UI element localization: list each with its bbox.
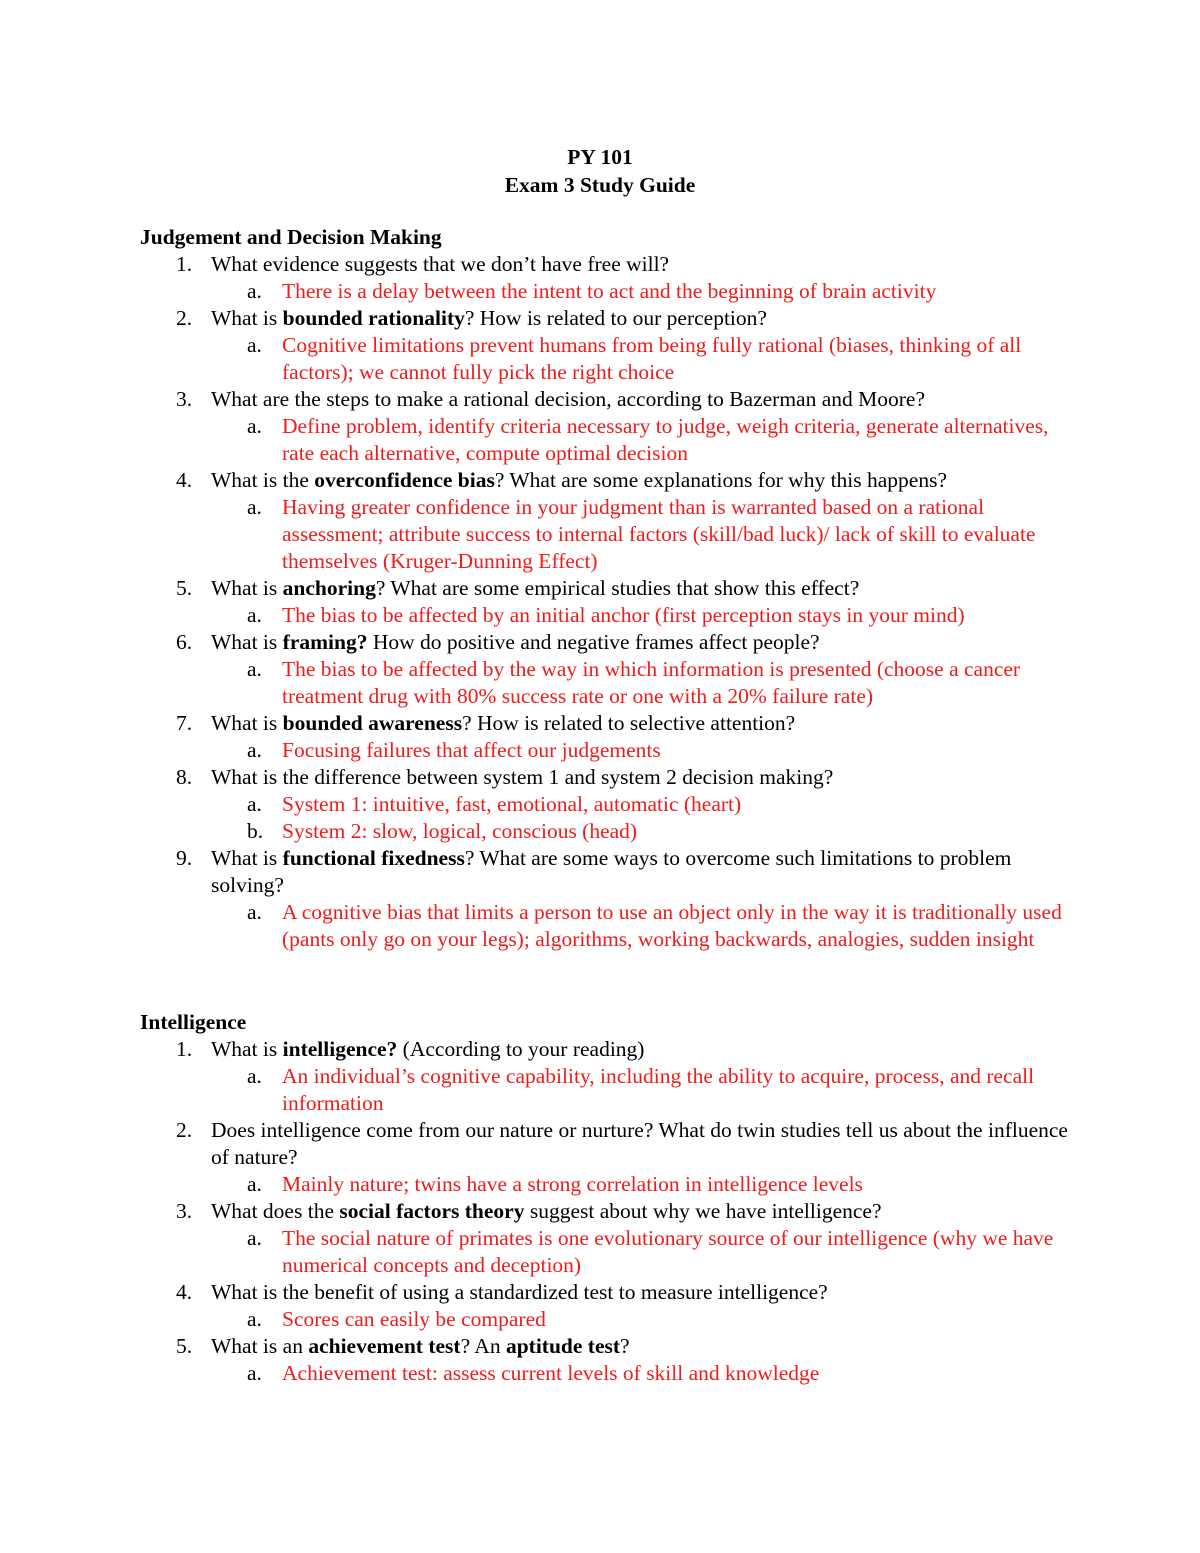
question-item bbox=[140, 629, 1070, 656]
question-key-term: achievement test bbox=[308, 1334, 461, 1358]
question-item bbox=[140, 764, 1070, 791]
question-number: 7. bbox=[176, 711, 193, 735]
answer-letter: a. bbox=[247, 414, 262, 438]
answer-letter: a. bbox=[247, 1307, 262, 1331]
question-key-term: anchoring bbox=[282, 576, 376, 600]
answer-text: System 1: intuitive, fast, emotional, automatic (heart) bbox=[282, 792, 742, 816]
question-text: ? What are some explanations for why this happens? bbox=[494, 468, 948, 492]
answer-text: Achievement test: assess current levels of skill and knowledge bbox=[282, 1361, 820, 1385]
document-title: Exam 3 Study Guide bbox=[504, 173, 696, 197]
answer-item bbox=[140, 737, 1070, 764]
answer-text: Having greater confidence in your judgment than is warranted based on a rational assessment; attribute success to internal factors (skill/bad luck)/ lack of skill to evaluate themselves (Kruger-Dunning Effect) bbox=[282, 495, 1036, 573]
question-text: What are the steps to make a rational decision, according to Bazerman and Moore? bbox=[211, 387, 925, 411]
question-key-term: overconfidence bias bbox=[314, 468, 495, 492]
question-text: ? bbox=[620, 1334, 630, 1358]
question-item bbox=[140, 305, 1070, 332]
answer-item bbox=[140, 1171, 1070, 1198]
question-list bbox=[140, 251, 1070, 953]
answer-text: Define problem, identify criteria necessary to judge, weigh criteria, generate alternatives, rate each alternative, compute optimal decision bbox=[282, 414, 1049, 465]
answer-item bbox=[140, 494, 1070, 575]
answer-letter: b. bbox=[247, 819, 264, 843]
question-text: ? What are some ways to overcome such limitations to problem solving? bbox=[211, 846, 1012, 897]
question-text: How do positive and negative frames affect people? bbox=[367, 630, 820, 654]
section-heading: Judgement and Decision Making bbox=[140, 225, 442, 249]
question-number: 1. bbox=[176, 252, 193, 276]
answer-item bbox=[140, 818, 1070, 845]
question-text: What is the difference between system 1 and system 2 decision making? bbox=[211, 765, 834, 789]
question-number: 5. bbox=[176, 576, 193, 600]
answer-item bbox=[140, 656, 1070, 710]
question-number: 2. bbox=[176, 306, 193, 330]
question-text: What is the benefit of using a standardized test to measure intelligence? bbox=[211, 1280, 828, 1304]
question-text: What is an bbox=[211, 1334, 309, 1358]
question-item bbox=[140, 251, 1070, 278]
answer-item bbox=[140, 278, 1070, 305]
answer-letter: a. bbox=[247, 657, 262, 681]
answer-item bbox=[140, 899, 1070, 953]
answer-text: Cognitive limitations prevent humans from being fully rational (biases, thinking of all factors); we cannot fully pick the right choice bbox=[282, 333, 1022, 384]
question-number: 4. bbox=[176, 1280, 193, 1304]
question-text: What is bbox=[211, 846, 283, 870]
question-text: What does the bbox=[211, 1199, 340, 1223]
question-text: (According to your reading) bbox=[397, 1037, 645, 1061]
question-item bbox=[140, 1279, 1070, 1306]
answer-text: The social nature of primates is one evolutionary source of our intelligence (why we have numerical concepts and deception) bbox=[282, 1226, 1054, 1277]
question-item bbox=[140, 1198, 1070, 1225]
question-number: 2. bbox=[176, 1118, 193, 1142]
answer-letter: a. bbox=[247, 333, 262, 357]
answer-text: The bias to be affected by an initial anchor (first perception stays in your mind) bbox=[282, 603, 965, 627]
answer-item bbox=[140, 1306, 1070, 1333]
answer-item bbox=[140, 332, 1070, 386]
answer-text: Mainly nature; twins have a strong correlation in intelligence levels bbox=[282, 1172, 863, 1196]
answer-text: Focusing failures that affect our judgements bbox=[282, 738, 661, 762]
question-text: What is bbox=[211, 1037, 283, 1061]
course-code: PY 101 bbox=[567, 145, 633, 169]
question-text: What is bbox=[211, 576, 283, 600]
question-key-term: bounded awareness bbox=[282, 711, 463, 735]
question-text: What is bbox=[211, 711, 283, 735]
question-key-term: social factors theory bbox=[339, 1199, 525, 1223]
question-item bbox=[140, 710, 1070, 737]
answer-text: There is a delay between the intent to act and the beginning of brain activity bbox=[282, 279, 937, 303]
question-key-term: bounded rationality bbox=[282, 306, 465, 330]
answer-text: A cognitive bias that limits a person to use an object only in the way it is traditionally used (pants only go on your legs); algorithms, working backwards, analogies, sudden insight bbox=[282, 900, 1062, 951]
answer-letter: a. bbox=[247, 1064, 262, 1088]
question-text: ? What are some empirical studies that show this effect? bbox=[375, 576, 860, 600]
answer-letter: a. bbox=[247, 495, 262, 519]
answer-item bbox=[140, 1225, 1070, 1279]
question-text: ? An bbox=[460, 1334, 506, 1358]
question-number: 6. bbox=[176, 630, 193, 654]
section-judgement-decision-making bbox=[140, 224, 1070, 953]
question-text: What is bbox=[211, 306, 283, 330]
question-item bbox=[140, 1333, 1070, 1360]
answer-item bbox=[140, 602, 1070, 629]
answer-letter: a. bbox=[247, 279, 262, 303]
question-key-term: framing? bbox=[282, 630, 368, 654]
document-header bbox=[0, 143, 1200, 199]
question-text: What evidence suggests that we don’t have free will? bbox=[211, 252, 670, 276]
question-number: 3. bbox=[176, 387, 193, 411]
question-number: 4. bbox=[176, 468, 193, 492]
question-text: What is bbox=[211, 630, 283, 654]
question-number: 3. bbox=[176, 1199, 193, 1223]
question-text: Does intelligence come from our nature or nurture? What do twin studies tell us about the influence of nature? bbox=[211, 1118, 1068, 1169]
answer-letter: a. bbox=[247, 792, 262, 816]
question-item bbox=[140, 1117, 1070, 1171]
answer-item bbox=[140, 1360, 1070, 1387]
question-number: 9. bbox=[176, 846, 193, 870]
answer-item bbox=[140, 413, 1070, 467]
question-text: ? How is related to selective attention? bbox=[462, 711, 796, 735]
question-list bbox=[140, 1036, 1070, 1387]
question-key-term: aptitude test bbox=[505, 1334, 621, 1358]
question-item bbox=[140, 386, 1070, 413]
answer-text: System 2: slow, logical, conscious (head) bbox=[282, 819, 638, 843]
question-number: 8. bbox=[176, 765, 193, 789]
question-text: ? How is related to our perception? bbox=[464, 306, 767, 330]
answer-item bbox=[140, 791, 1070, 818]
section-heading: Intelligence bbox=[140, 1010, 247, 1034]
question-text: suggest about why we have intelligence? bbox=[524, 1199, 882, 1223]
question-item bbox=[140, 575, 1070, 602]
question-key-term: functional fixedness bbox=[282, 846, 465, 870]
answer-letter: a. bbox=[247, 738, 262, 762]
answer-letter: a. bbox=[247, 900, 262, 924]
answer-letter: a. bbox=[247, 1361, 262, 1385]
answer-text: An individual’s cognitive capability, including the ability to acquire, process, and recall information bbox=[282, 1064, 1035, 1115]
question-item bbox=[140, 1036, 1070, 1063]
answer-text: Scores can easily be compared bbox=[282, 1307, 546, 1331]
question-text: What is the bbox=[211, 468, 315, 492]
question-number: 5. bbox=[176, 1334, 193, 1358]
question-key-term: intelligence? bbox=[282, 1037, 398, 1061]
question-item bbox=[140, 845, 1070, 899]
answer-item bbox=[140, 1063, 1070, 1117]
section-intelligence bbox=[140, 1009, 1070, 1387]
answer-letter: a. bbox=[247, 1172, 262, 1196]
answer-text: The bias to be affected by the way in which information is presented (choose a cancer treatment drug with 80% success rate or one with a 20% failure rate) bbox=[282, 657, 1021, 708]
answer-letter: a. bbox=[247, 603, 262, 627]
question-item bbox=[140, 467, 1070, 494]
question-number: 1. bbox=[176, 1037, 193, 1061]
answer-letter: a. bbox=[247, 1226, 262, 1250]
